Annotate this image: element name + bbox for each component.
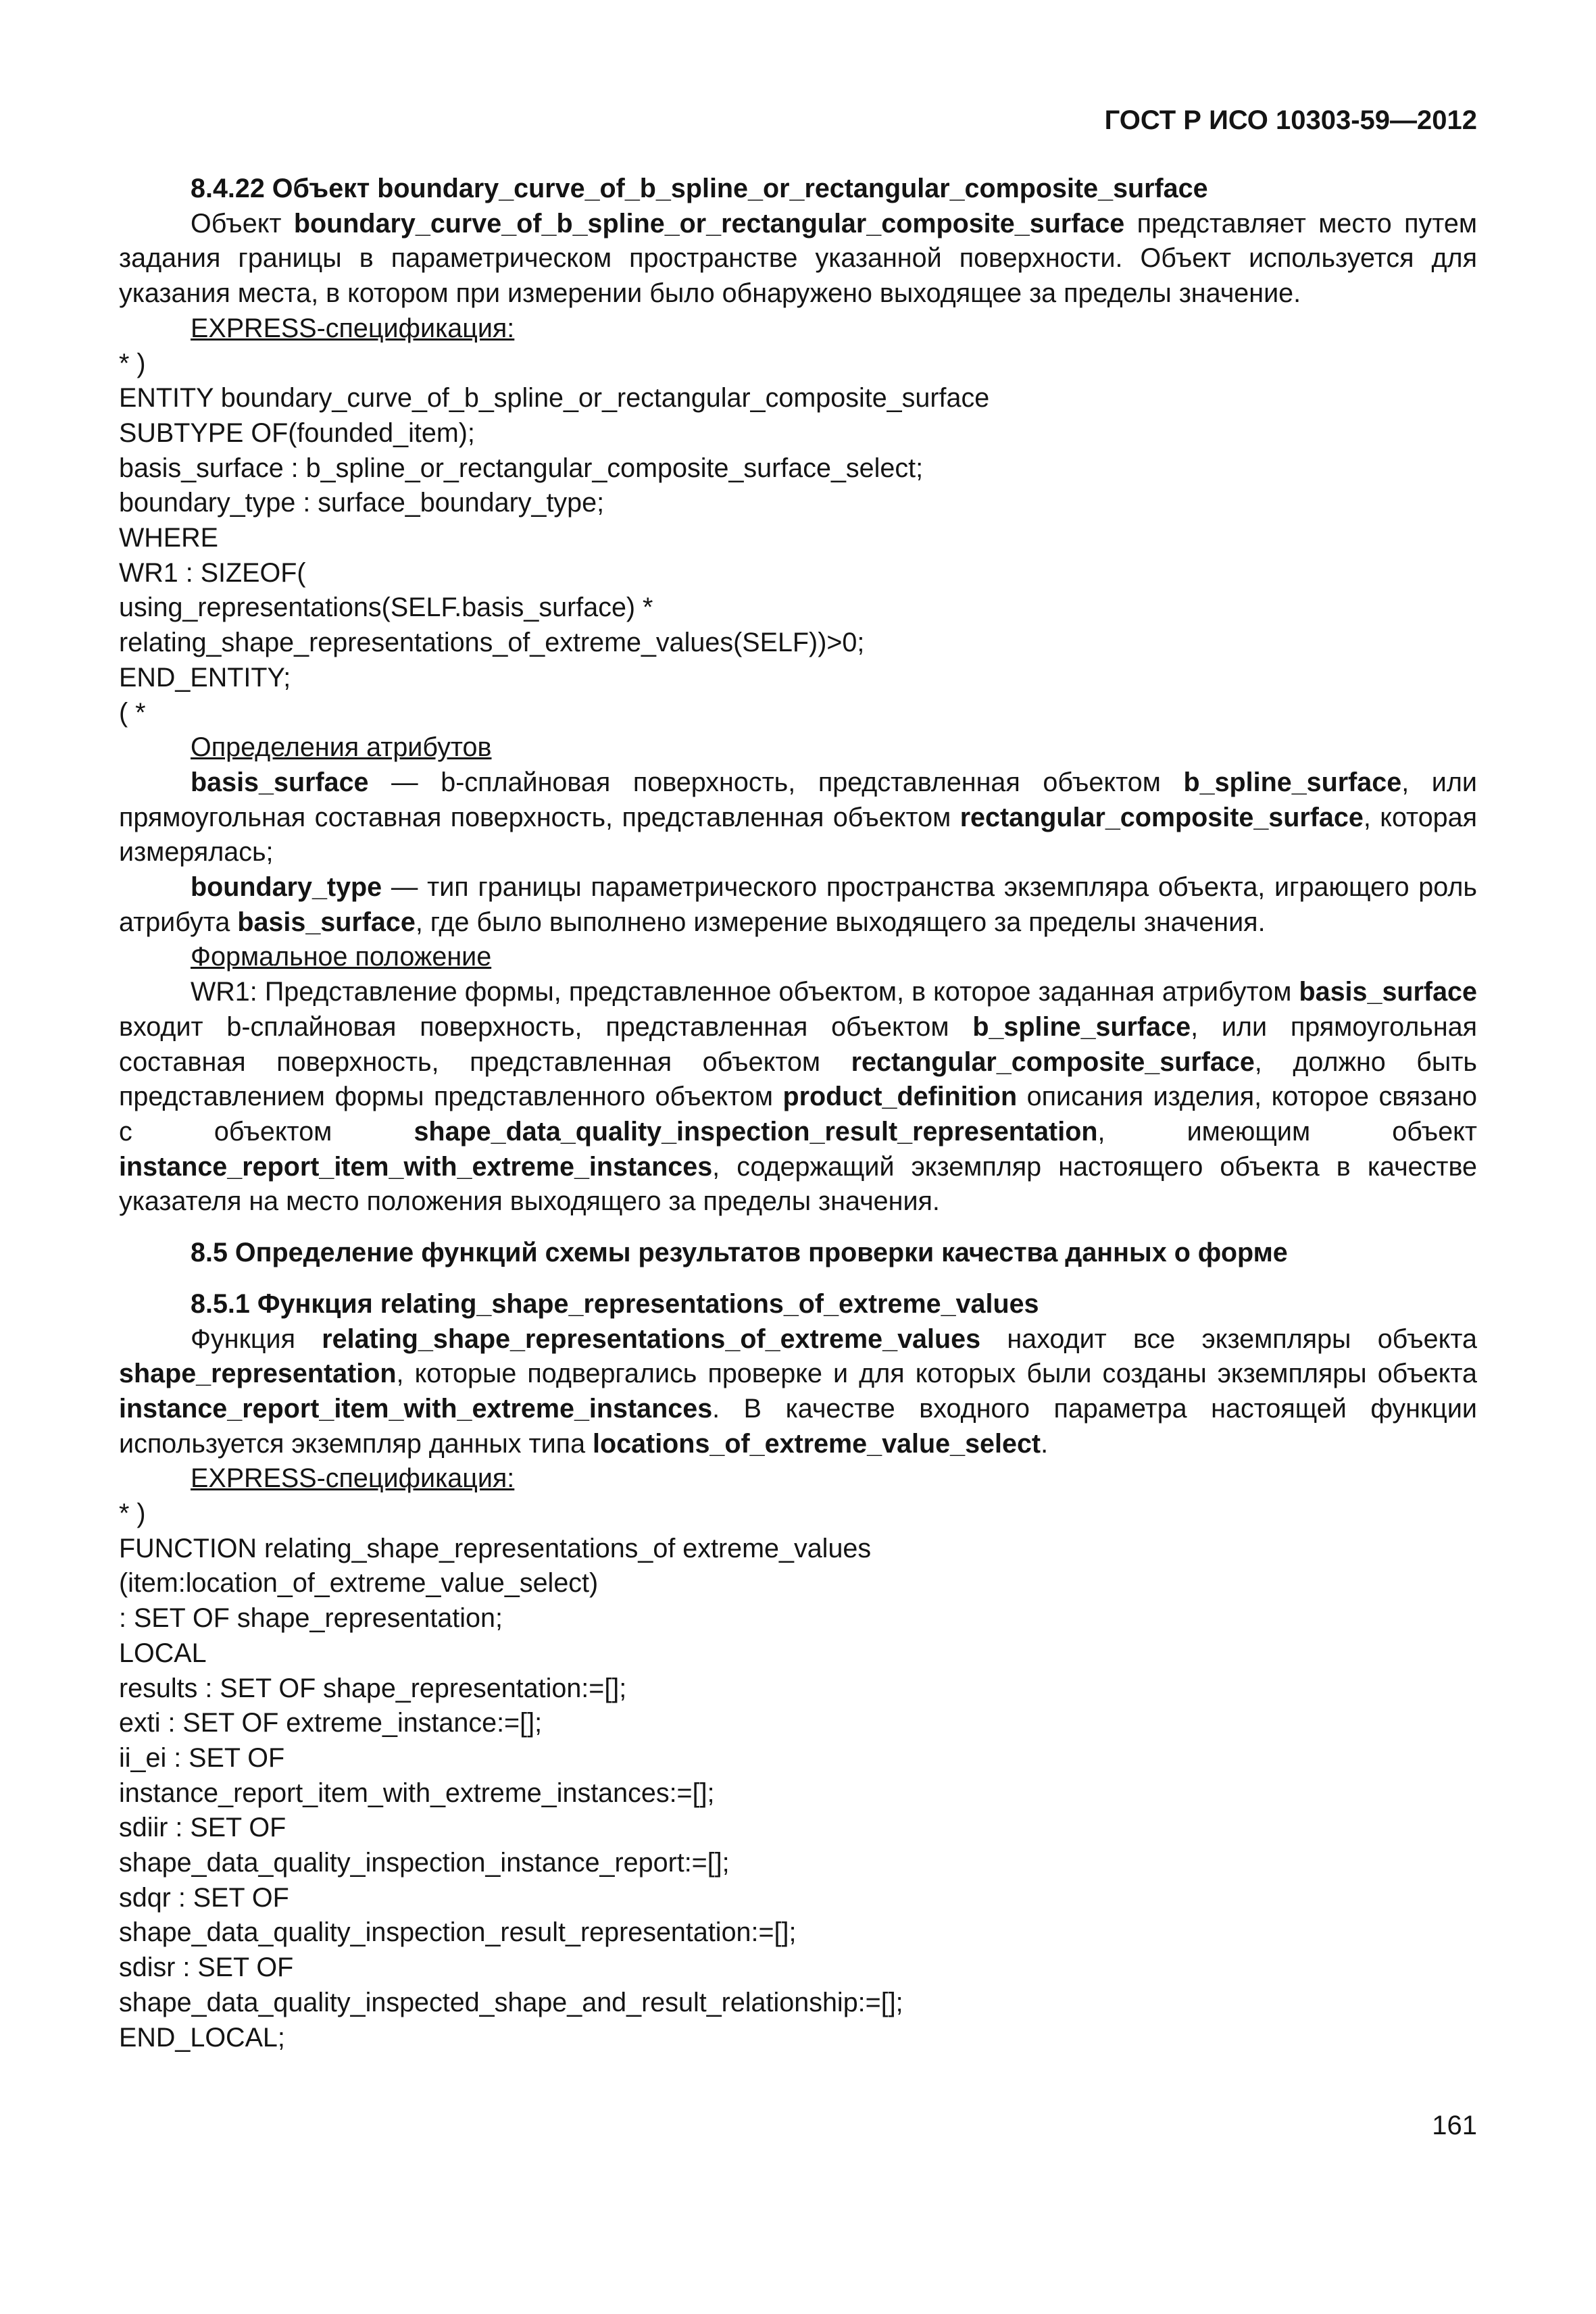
code-line: shape_data_quality_inspected_shape_and_result_relationship:=[]; [119, 1987, 903, 2017]
code-line: LOCAL [119, 1638, 207, 1668]
paragraph-object-description: Объект boundary_curve_of_b_spline_or_rectangular_composite_surface представляет место путем задания границы в параметрическом пространстве указанной поверхности. Объект используется для указания места, в котором при измерении было обнаружено выходящее за пределы значение. [119, 208, 1478, 309]
code-line: END_ENTITY; [119, 662, 291, 693]
code-line: * ) [119, 348, 146, 378]
code-line: sdisr : SET OF [119, 1953, 294, 1983]
attribute-definitions-label: Определения атрибутов [191, 732, 492, 763]
code-line: sdqr : SET OF [119, 1882, 289, 1913]
code-line: shape_data_quality_inspection_result_representation:=[]; [119, 1917, 797, 1948]
express-spec-label-2: EXPRESS-спецификация: [191, 1463, 515, 1494]
express-spec-label: EXPRESS-спецификация: [191, 313, 515, 343]
code-line: sdiir : SET OF [119, 1813, 286, 1843]
code-line: results : SET OF shape_representation:=[]; [119, 1673, 627, 1703]
attribute-boundary-type: boundary_type — тип границы параметрического пространства экземпляра объекта, играющего роль атрибута basis_surface, где было выполнено измерение выходящего за пределы значения. [119, 872, 1477, 937]
code-line: : SET OF shape_representation; [119, 1603, 503, 1634]
section-heading-8-5-1: 8.5.1 Функция relating_shape_representations_of_extreme_values [191, 1288, 1039, 1319]
code-line: relating_shape_representations_of_extreme_values(SELF))>0; [119, 628, 865, 658]
section-heading-8-4-22: 8.4.22 Объект boundary_curve_of_b_spline_or_rectangular_composite_surface [191, 174, 1208, 203]
code-line: ( * [119, 697, 146, 728]
rule-wr1: WR1: Представление формы, представленное объектом, в которое заданная атрибутом basis_surface входит b-сплайновая поверхность, представленная объектом b_spline_surface, или прямоугольная составная поверхность, представленная объектом rectangular_composite_surface, должно быть представлением формы представленного объектом product_definition описания изделия, которое связано с объектом shape_data_quality_inspection_result_representation, имеющим объект instance_report_item_with_extreme_instances, содержащий экземпляр настоящего объекта в качестве указателя на место положения выходящего за пределы значения. [119, 977, 1477, 1217]
code-line: SUBTYPE OF(founded_item); [119, 418, 475, 448]
standard-designation: ГОСТ Р ИСО 10303-59—2012 [1104, 105, 1477, 135]
code-line: FUNCTION relating_shape_representations_of extreme_values [119, 1533, 872, 1563]
express-code-function [119, 1496, 1477, 2055]
code-line: * ) [119, 1499, 146, 1529]
code-line: END_LOCAL; [119, 2022, 285, 2053]
express-code-entity [119, 347, 1477, 731]
code-line: exti : SET OF extreme_instance:=[]; [119, 1708, 543, 1738]
attribute-basis-surface: basis_surface — b-сплайновая поверхность, представленная объектом b_spline_surface, или прямоугольная составная поверхность, представленная объектом rectangular_composite_surface, которая измерялась; [119, 767, 1477, 867]
code-line: ENTITY boundary_curve_of_b_spline_or_rectangular_composite_surface [119, 383, 990, 413]
code-line: ii_ei : SET OF [119, 1742, 285, 1773]
code-line: shape_data_quality_inspection_instance_report:=[]; [119, 1848, 730, 1878]
section-heading-8-5: 8.5 Определение функций схемы результатов проверки качества данных о форме [191, 1238, 1288, 1268]
code-line: instance_report_item_with_extreme_instances:=[]; [119, 1778, 715, 1808]
code-line: using_representations(SELF.basis_surface) * [119, 593, 653, 623]
paragraph-function-description: Функция relating_shape_representations_of_extreme_values находит все экземпляры объекта shape_representation, которые подвергались проверке и для которых были созданы экземпляры объекта instance_report_item_with_extreme_instances. В качестве входного параметра настоящей функции используется экземпляр данных типа locations_of_extreme_value_select. [119, 1324, 1477, 1459]
page-number: 161 [1432, 2111, 1477, 2140]
code-line: boundary_type : surface_boundary_type; [119, 488, 605, 518]
document-page [119, 101, 1477, 2055]
code-line: WR1 : SIZEOF( [119, 557, 306, 588]
code-line: WHERE [119, 523, 219, 553]
code-line: (item:location_of_extreme_value_select) [119, 1568, 599, 1599]
code-line: basis_surface : b_spline_or_rectangular_composite_surface_select; [119, 453, 924, 483]
formal-proposition-label: Формальное положение [191, 942, 492, 972]
